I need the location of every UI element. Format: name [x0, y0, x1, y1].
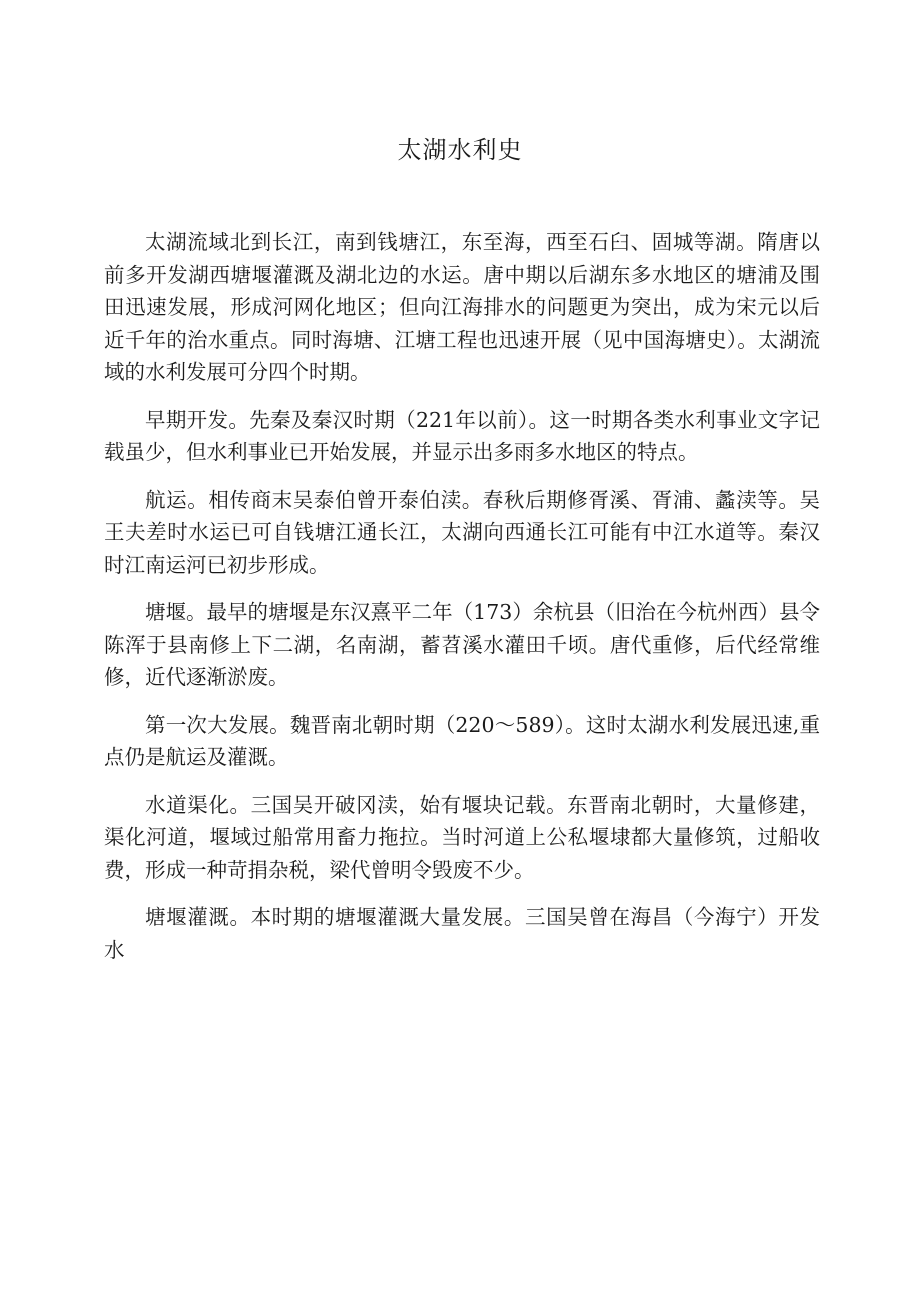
document-body — [104, 226, 820, 981]
document-title: 太湖水利史 — [397, 136, 523, 164]
paragraph-ponds-weirs: 塘堰。最早的塘堰是东汉熹平二年（173）余杭县（旧治在今杭州西）县令陈浑于县南修上下二湖，名南湖，蓄苕溪水灌田千顷。唐代重修，后代经常维修，近代逐渐淤废。 — [104, 600, 820, 689]
paragraph-shipping: 航运。相传商末吴泰伯曾开泰伯渎。春秋后期修胥溪、胥浦、蠡渎等。吴王夫差时水运已可自钱塘江通长江，太湖向西通长江可能有中江水道等。秦汉时江南运河已初步形成。 — [104, 487, 820, 577]
paragraph-intro: 太湖流域北到长江，南到钱塘江，东至海，西至石臼、固城等湖。隋唐以前多开发湖西塘堰灌溉及湖北边的水运。唐中期以后湖东多水地区的塘浦及围田迅速发展，形成河网化地区；但向江海排水的问题更为突出，成为宋元以后近千年的治水重点。同时海塘、江塘工程也迅速开展（见中国海塘史）。太湖流域的水利发展可分四个时期。 — [104, 230, 820, 384]
paragraph-early-development: 早期开发。先秦及秦汉时期（221年以前）。这一时期各类水利事业文字记载虽少，但水利事业已开始发展，并显示出多雨多水地区的特点。 — [104, 407, 820, 464]
paragraph-pond-irrigation: 塘堰灌溉。本时期的塘堰灌溉大量发展。三国吴曾在海昌（今海宁）开发水 — [104, 905, 820, 962]
paragraph-waterway-canalization: 水道渠化。三国吴开破冈渎，始有堰块记载。东晋南北朝时，大量修建，渠化河道，堰域过船常用畜力拖拉。当时河道上公私堰埭都大量修筑，过船收费，形成一种苛捐杂税，梁代曾明令毁废不少。 — [104, 792, 820, 882]
paragraph-first-major-development: 第一次大发展。魏晋南北朝时期（220～589）。这时太湖水利发展迅速,重点仍是航运及灌溉。 — [104, 712, 820, 769]
